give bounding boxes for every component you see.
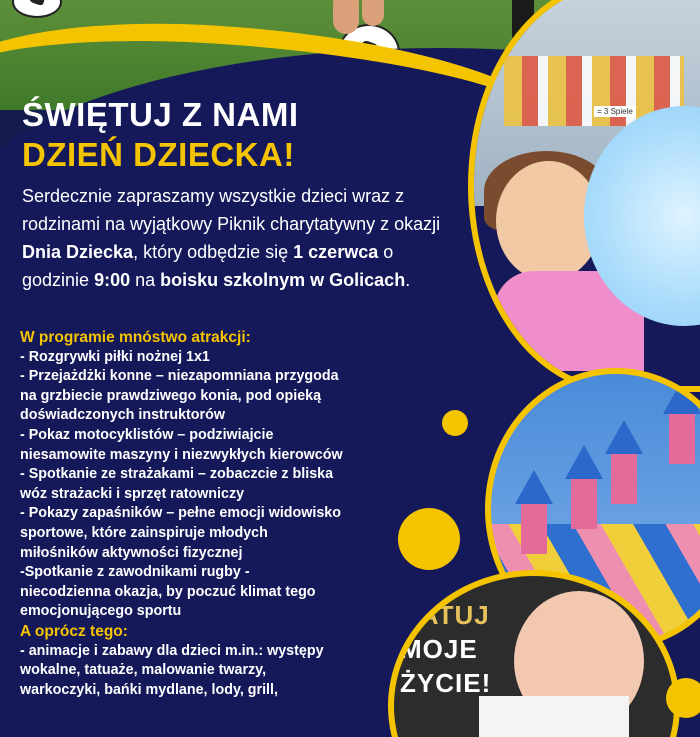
program-line: na grzbiecie prawdziwego konia, pod opieką xyxy=(20,387,322,404)
program-heading: W programie mnóstwo atrakcji: xyxy=(20,329,251,346)
intro-paragraph xyxy=(22,182,462,294)
title-line-2: DZIEŃ DZIECKA! xyxy=(22,136,295,173)
extra-line: - animacje i zabawy dla dzieci m.in.: występy xyxy=(20,642,324,659)
castle-tower xyxy=(611,454,637,504)
extra-line: warkoczyki, bańki mydlane, lody, grill, xyxy=(20,681,278,698)
intro-text: . xyxy=(405,270,411,290)
extra-heading: A oprócz tego: xyxy=(20,622,128,640)
intro-bold: 9:00 xyxy=(94,270,131,290)
title-line-1: ŚWIĘTUJ Z NAMI xyxy=(22,96,299,133)
player-leg xyxy=(362,0,384,26)
ratuj-line: RATUJ xyxy=(400,600,490,630)
castle-tower xyxy=(521,504,547,554)
program-line: miłośników aktywności fizycznej xyxy=(20,544,243,561)
program-line: - Rozgrywki piłki nożnej 1x1 xyxy=(20,348,210,365)
ratuj-moje-zycie-text xyxy=(400,598,491,700)
intro-bold: boisku szkolnym w Golicach xyxy=(160,270,406,290)
player-leg xyxy=(333,0,359,34)
cotton-candy-photo xyxy=(468,0,700,392)
intro-text: na xyxy=(130,270,161,290)
program-line: wóz strażacki i sprzęt ratowniczy xyxy=(20,485,245,502)
intro-text: o godzinie xyxy=(22,242,394,290)
stall-sign: = 3 Spiele xyxy=(594,106,636,117)
football-icon xyxy=(12,0,62,18)
ratuj-line: MOJE xyxy=(400,634,478,664)
decor-dot xyxy=(666,678,700,718)
paper-sign xyxy=(479,696,629,737)
intro-text: Serdecznie zapraszamy wszystkie dzieci wraz z rodzinami na wyjątkowy Piknik charytatywny z okazji xyxy=(22,186,441,234)
ratuj-line: ŻYCIE! xyxy=(400,668,492,698)
extra-line: wokalne, tatuaże, malowanie twarzy, xyxy=(20,662,267,679)
program-list xyxy=(20,328,400,700)
castle-tower xyxy=(669,414,695,464)
intro-bold: 1 czerwca xyxy=(293,242,379,262)
intro-text: , który odbędzie się xyxy=(133,242,294,262)
decor-dot xyxy=(398,508,460,570)
program-line: niesamowite maszyny i niezwykłych kierowców xyxy=(20,446,343,463)
program-line: -Spotkanie z zawodnikami rugby - xyxy=(20,564,250,581)
program-line: - Pokazy zapaśników – pełne emocji widowisko xyxy=(20,505,341,522)
program-line: - Przejażdżki konne – niezapomniana przygoda xyxy=(20,368,339,385)
program-line: - Pokaz motocyklistów – podziwiajcie xyxy=(20,426,274,443)
program-line: niecodzienna okazja, by poczuć klimat tego xyxy=(20,583,316,600)
program-line: sportowe, które zainspiruje młodych xyxy=(20,524,268,541)
decor-dot xyxy=(442,410,468,436)
program-line: - Spotkanie ze strażakami – zobaczcie z bliska xyxy=(20,466,334,483)
program-line: doświadczonych instruktorów xyxy=(20,407,225,424)
castle-tower xyxy=(571,479,597,529)
intro-bold: Dnia Dziecka xyxy=(22,242,134,262)
program-line: emocjonującego sportu xyxy=(20,603,182,620)
